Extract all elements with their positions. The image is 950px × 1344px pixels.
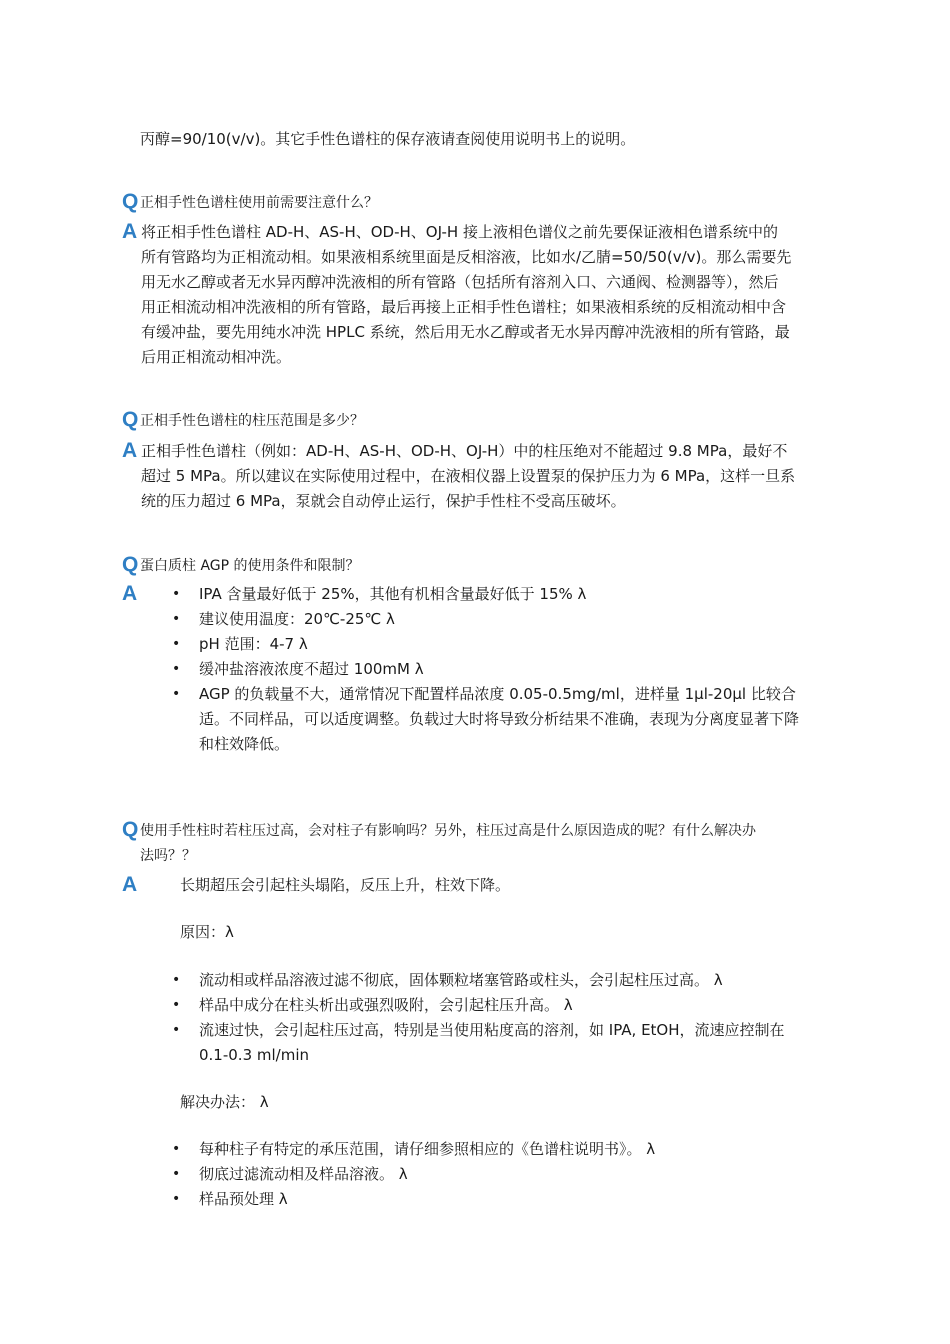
a-marker-3: A bbox=[122, 582, 138, 605]
intro-line: 丙醇=90/10(v/v)。其它手性色谱柱的保存液请查阅使用说明书上的说明。 bbox=[140, 130, 636, 148]
answer-1-line: 用正相流动相冲洗液相的所有管路，最后再接上正相手性色谱柱；如果液相系统的反相流动相中含 bbox=[141, 298, 787, 316]
bullet-icon: • bbox=[172, 1191, 181, 1207]
answer-1 bbox=[141, 220, 791, 370]
bullet-icon: • bbox=[172, 997, 181, 1013]
bullet-icon: • bbox=[172, 586, 181, 602]
q-marker-1: Q bbox=[122, 190, 139, 213]
solution-heading: 解决办法： λ bbox=[180, 1093, 269, 1111]
list-item: 流动相或样品溶液过滤不彻底，固体颗粒堵塞管路或柱头，会引起柱压过高。 λ bbox=[199, 971, 723, 989]
question-4 bbox=[140, 819, 756, 869]
bullet-icon: • bbox=[172, 661, 181, 677]
bullet-icon: • bbox=[172, 611, 181, 627]
list-item-line: 和柱效降低。 bbox=[199, 735, 290, 753]
list-item: IPA 含量最好低于 25%，其他有机相含量最好低于 15% λ bbox=[199, 585, 587, 603]
answer-2 bbox=[141, 439, 795, 514]
bullet-icon: • bbox=[172, 1166, 181, 1182]
answer-1-line: 用无水乙醇或者无水异丙醇冲洗液相的所有管路（包括所有溶剂入口、六通阀、检测器等），然后 bbox=[141, 273, 779, 291]
list-item bbox=[199, 1018, 785, 1068]
bullet-icon: • bbox=[172, 636, 181, 652]
question-2: 正相手性色谱柱的柱压范围是多少？ bbox=[140, 413, 364, 429]
answer-4-first: 长期超压会引起柱头塌陷，反压上升，柱效下降。 bbox=[180, 876, 511, 894]
answer-1-line: 后用正相流动相冲洗。 bbox=[141, 348, 292, 366]
question-4-line: 法吗？？ bbox=[140, 848, 196, 864]
a-marker-4: A bbox=[122, 873, 138, 896]
answer-2-line: 正相手性色谱柱（例如：AD-H、AS-H、OD-H、OJ-H）中的柱压绝对不能超过 9.8 MPa，最好不 bbox=[141, 442, 788, 460]
q-marker-2: Q bbox=[122, 408, 139, 431]
bullet-icon: • bbox=[172, 1022, 181, 1038]
list-item: 每种柱子有特定的承压范围，请仔细参照相应的《色谱柱说明书》。 λ bbox=[199, 1140, 656, 1158]
list-item: 样品中成分在柱头析出或强烈吸附，会引起柱压升高。 λ bbox=[199, 996, 573, 1014]
q-marker-4: Q bbox=[122, 818, 139, 841]
list-item-line: 流速过快，会引起柱压过高，特别是当使用粘度高的溶剂，如 IPA, EtOH，流速应控制在 bbox=[199, 1021, 785, 1039]
question-3: 蛋白质柱 AGP 的使用条件和限制？ bbox=[140, 558, 360, 574]
answer-1-line: 将正相手性色谱柱 AD-H、AS-H、OD-H、OJ-H 接上液相色谱仪之前先要保证液相色谱系统中的 bbox=[141, 223, 778, 241]
list-item: 样品预处理 λ bbox=[199, 1190, 288, 1208]
bullet-icon: • bbox=[172, 972, 181, 988]
answer-2-line: 统的压力超过 6 MPa，泵就会自动停止运行，保护手性柱不受高压破坏。 bbox=[141, 492, 626, 510]
question-4-line: 使用手性柱时若柱压过高，会对柱子有影响吗？另外，柱压过高是什么原因造成的呢？有什么解决办 bbox=[140, 823, 756, 839]
list-item-line: 适。不同样品，可以适度调整。负载过大时将导致分析结果不准确，表现为分离度显著下降 bbox=[199, 710, 800, 728]
bullet-icon: • bbox=[172, 1141, 181, 1157]
list-item-line: 0.1-0.3 ml/min bbox=[199, 1046, 310, 1064]
q-marker-3: Q bbox=[122, 553, 139, 576]
answer-2-line: 超过 5 MPa。所以建议在实际使用过程中，在液相仪器上设置泵的保护压力为 6 MPa，这样一旦系 bbox=[141, 467, 796, 485]
answer-1-line: 有缓冲盐，要先用纯水冲洗 HPLC 系统，然后用无水乙醇或者无水异丙醇冲洗液相的所有管路，最 bbox=[141, 323, 790, 341]
bullet-icon: • bbox=[172, 686, 181, 702]
list-item: 建议使用温度：20℃-25℃ λ bbox=[199, 610, 395, 628]
a-marker-2: A bbox=[122, 439, 138, 462]
cause-heading: 原因：λ bbox=[180, 923, 234, 941]
list-item: 彻底过滤流动相及样品溶液。 λ bbox=[199, 1165, 408, 1183]
list-item: pH 范围：4-7 λ bbox=[199, 635, 308, 653]
question-1: 正相手性色谱柱使用前需要注意什么？ bbox=[140, 195, 378, 211]
list-item: 缓冲盐溶液浓度不超过 100mM λ bbox=[199, 660, 424, 678]
list-item bbox=[199, 682, 799, 757]
a-marker-1: A bbox=[122, 220, 138, 243]
list-item-line: AGP 的负载量不大，通常情况下配置样品浓度 0.05-0.5mg/ml，进样量 1μl-20μl 比较合 bbox=[199, 685, 796, 703]
answer-1-line: 所有管路均为正相流动相。如果液相系统里面是反相溶液，比如水/乙腈=50/50(v/v)。那么需要先 bbox=[141, 248, 792, 266]
